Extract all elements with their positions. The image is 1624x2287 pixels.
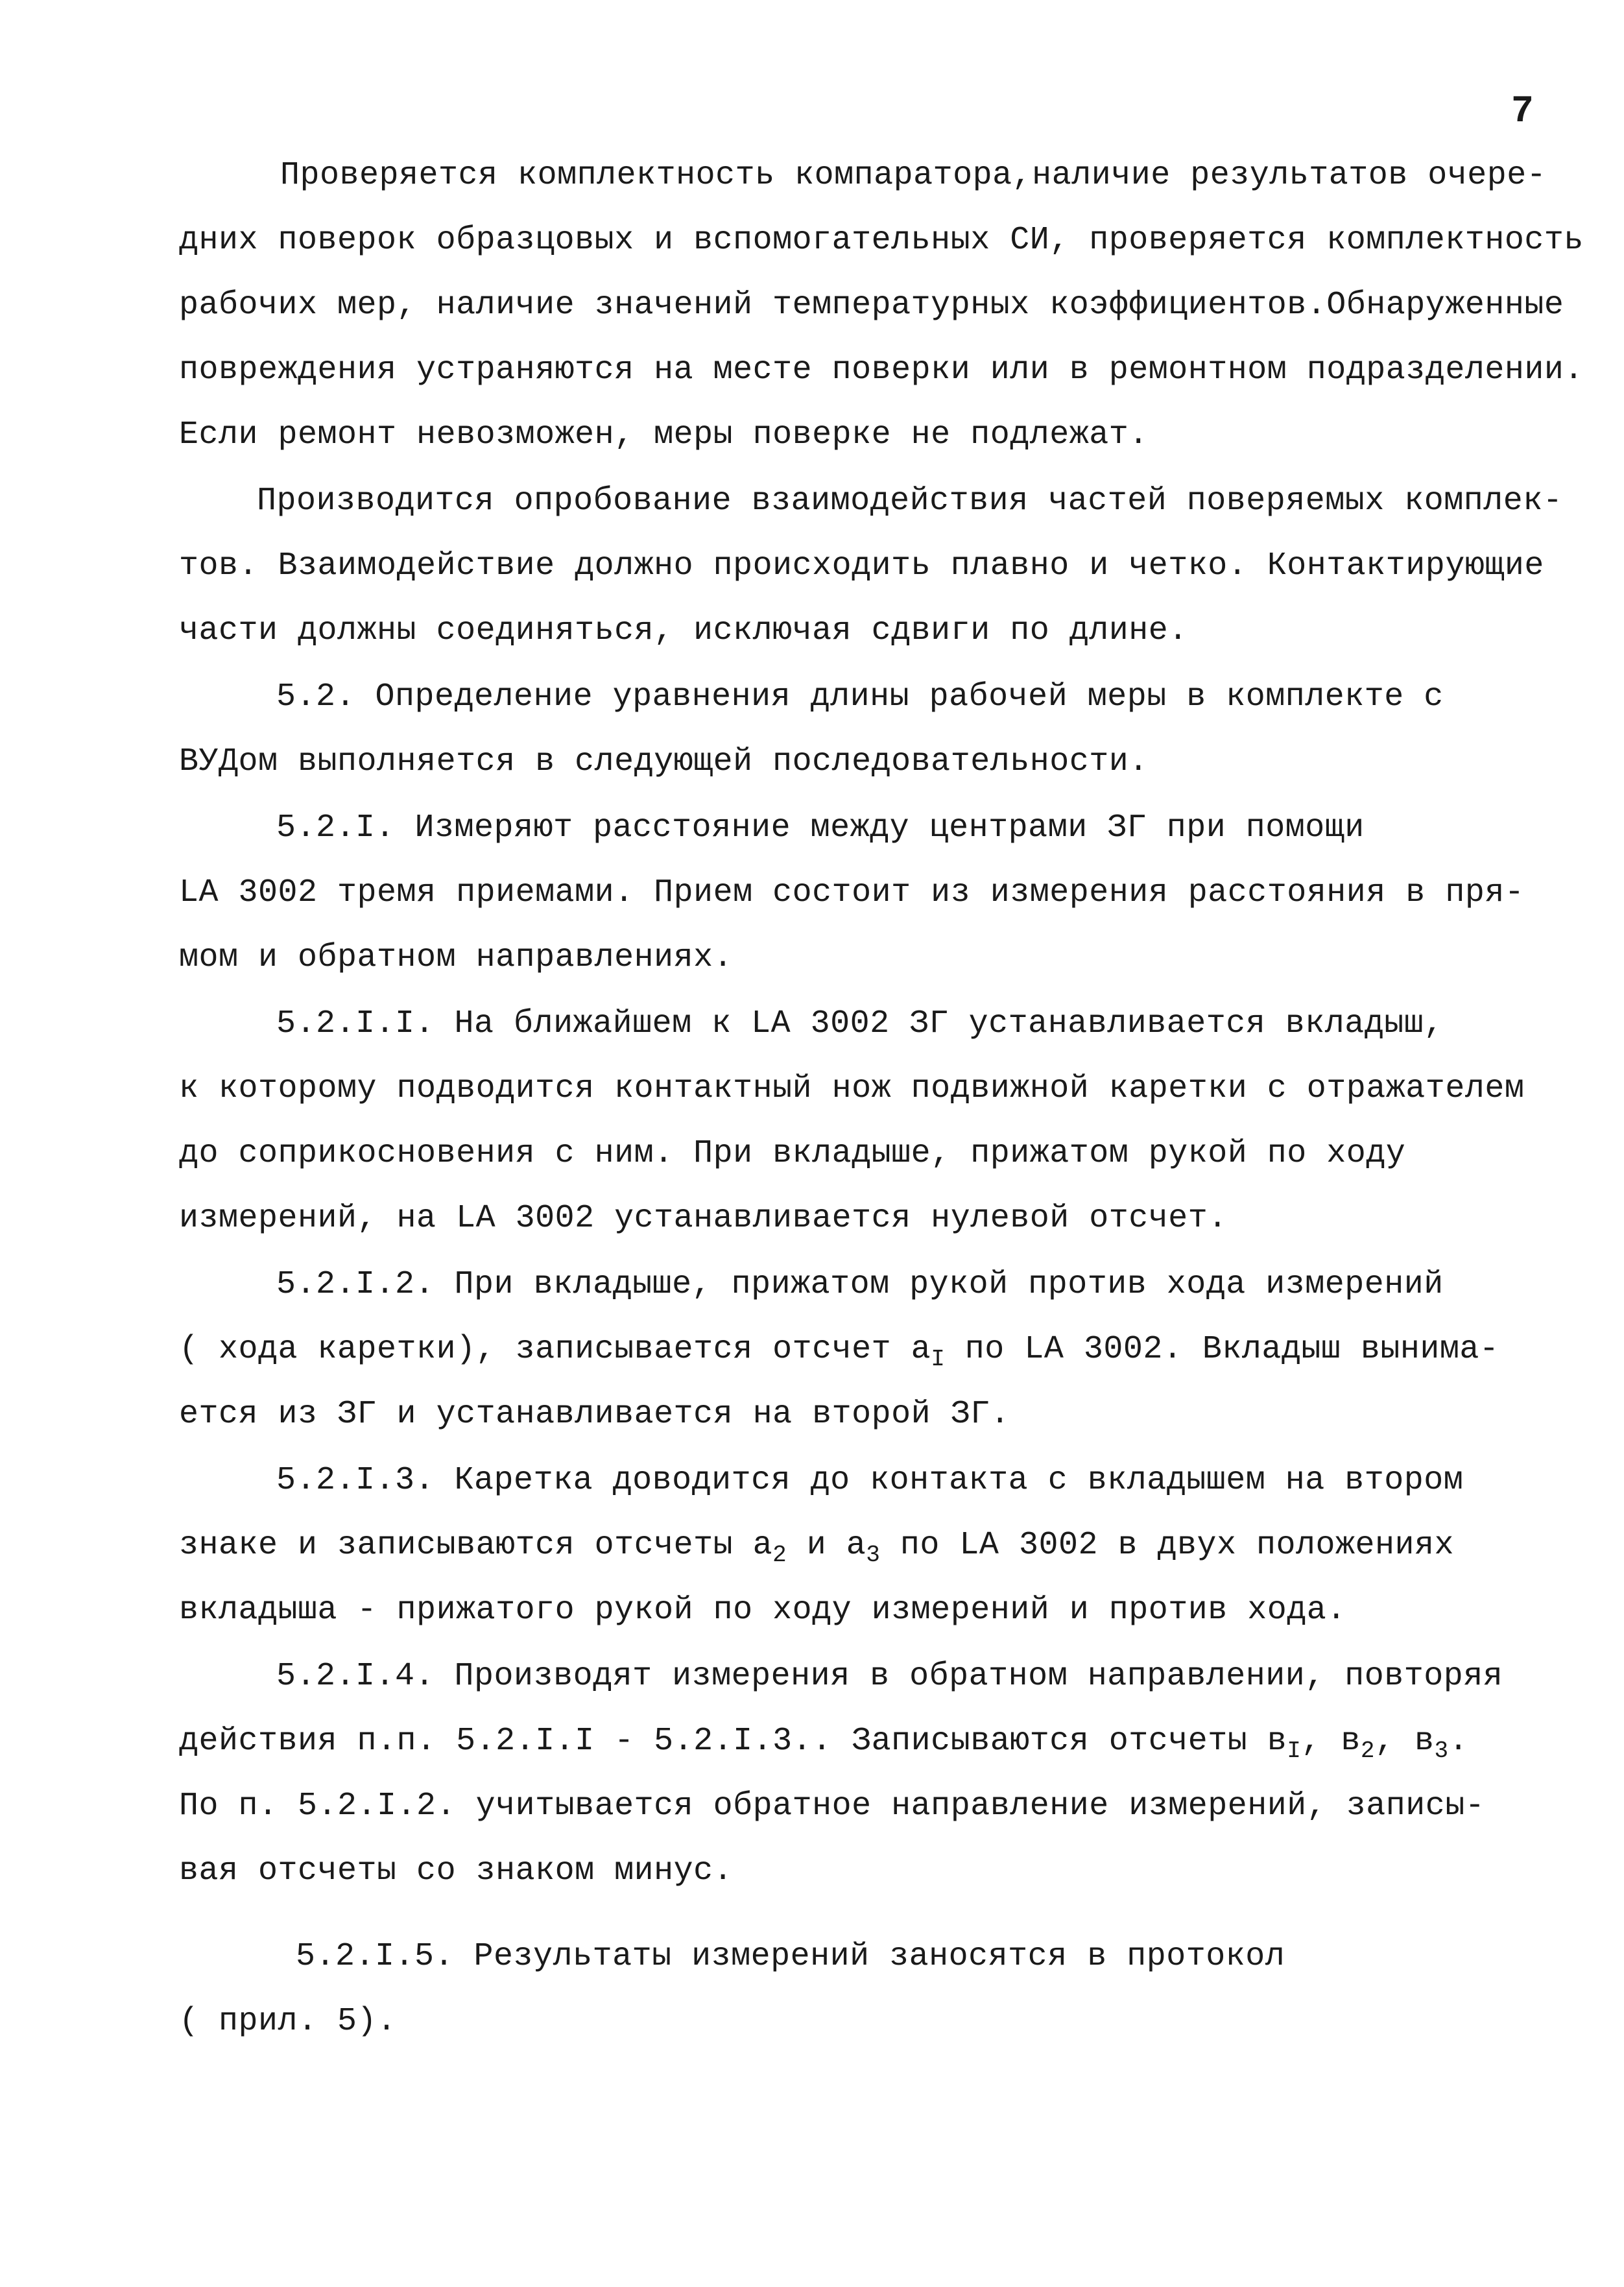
text-line: ВУДом выполняется в следующей последовательности. [179, 743, 1149, 780]
text-line: до соприкосновения с ним. При вкладыше, прижатом рукой по ходу [179, 1135, 1406, 1172]
text-line: мом и обратном направлениях. [179, 939, 734, 976]
section-heading: 5.2.I.2. При вкладыше, прижатом рукой против хода измерений [276, 1266, 1444, 1303]
text-line: вая отсчеты со знаком минус. [179, 1852, 734, 1889]
section-heading: 5.2.I. Измеряют расстояние между центрами ЗГ при помощи [276, 809, 1365, 846]
text-line: рабочих мер, наличие значений температурных коэффициентов.Обнаруженные [179, 287, 1564, 324]
text-line: измерений, на LA 3002 устанавливается нулевой отсчет. [179, 1200, 1228, 1237]
section-heading: 5.2.I.3. Каретка доводится до контакта с вкладышем на втором [276, 1462, 1464, 1499]
text-line: дних поверок образцовых и вспомогательных СИ, проверяется комплектность [179, 222, 1584, 259]
text-line: действия п.п. 5.2.I.I - 5.2.I.3.. Записываются отсчеты $в_I$, $в_2$, $в_3$. [179, 1723, 1469, 1764]
text-line: ется из ЗГ и устанавливается на второй ЗГ. [179, 1396, 1010, 1433]
section-heading: 5.2.I.4. Производят измерения в обратном направлении, повторяя [276, 1658, 1503, 1695]
section-heading: 5.2.I.I. На ближайшем к LA 3002 ЗГ устанавливается вкладыш, [276, 1005, 1444, 1042]
text-line: вкладыша - прижатого рукой по ходу измерений и против хода. [179, 1592, 1346, 1629]
text-line: Производится опробование взаимодействия частей поверяемых комплек- [257, 483, 1563, 520]
text-line: Если ремонт невозможен, меры поверке не подлежат. [179, 416, 1149, 453]
section-heading: 5.2. Определение уравнения длины рабочей меры в комплекте с [276, 678, 1444, 715]
text-line: знаке и записываются отсчеты $а_2$ и $а_3$ по LA 3002 в двух положениях [179, 1527, 1455, 1568]
text-line: Проверяется комплектность компаратора,наличие результатов очере- [280, 157, 1547, 194]
text-line: ( хода каретки), записывается отсчет $а_I$ по LA 3002. Вкладыш вынима- [179, 1331, 1499, 1372]
section-heading: 5.2.I.5. Результаты измерений заносятся в протокол [296, 1938, 1285, 1975]
text-line: к которому подводится контактный нож подвижной каретки с отражателем [179, 1070, 1525, 1107]
text-line: тов. Взаимодействие должно происходить плавно и четко. Контактирующие [179, 547, 1544, 584]
text-line: повреждения устраняются на месте поверки или в ремонтном подразделении. [179, 352, 1584, 389]
text-line: LA 3002 тремя приемами. Прием состоит из измерения расстояния в пря- [179, 874, 1525, 911]
page-number: 7 [1511, 91, 1534, 133]
text-line: ( прил. 5). [179, 2003, 397, 2040]
text-line: части должны соединяться, исключая сдвиги по длине. [179, 612, 1188, 649]
text-line: По п. 5.2.I.2. учитывается обратное направление измерений, записы- [179, 1788, 1485, 1825]
